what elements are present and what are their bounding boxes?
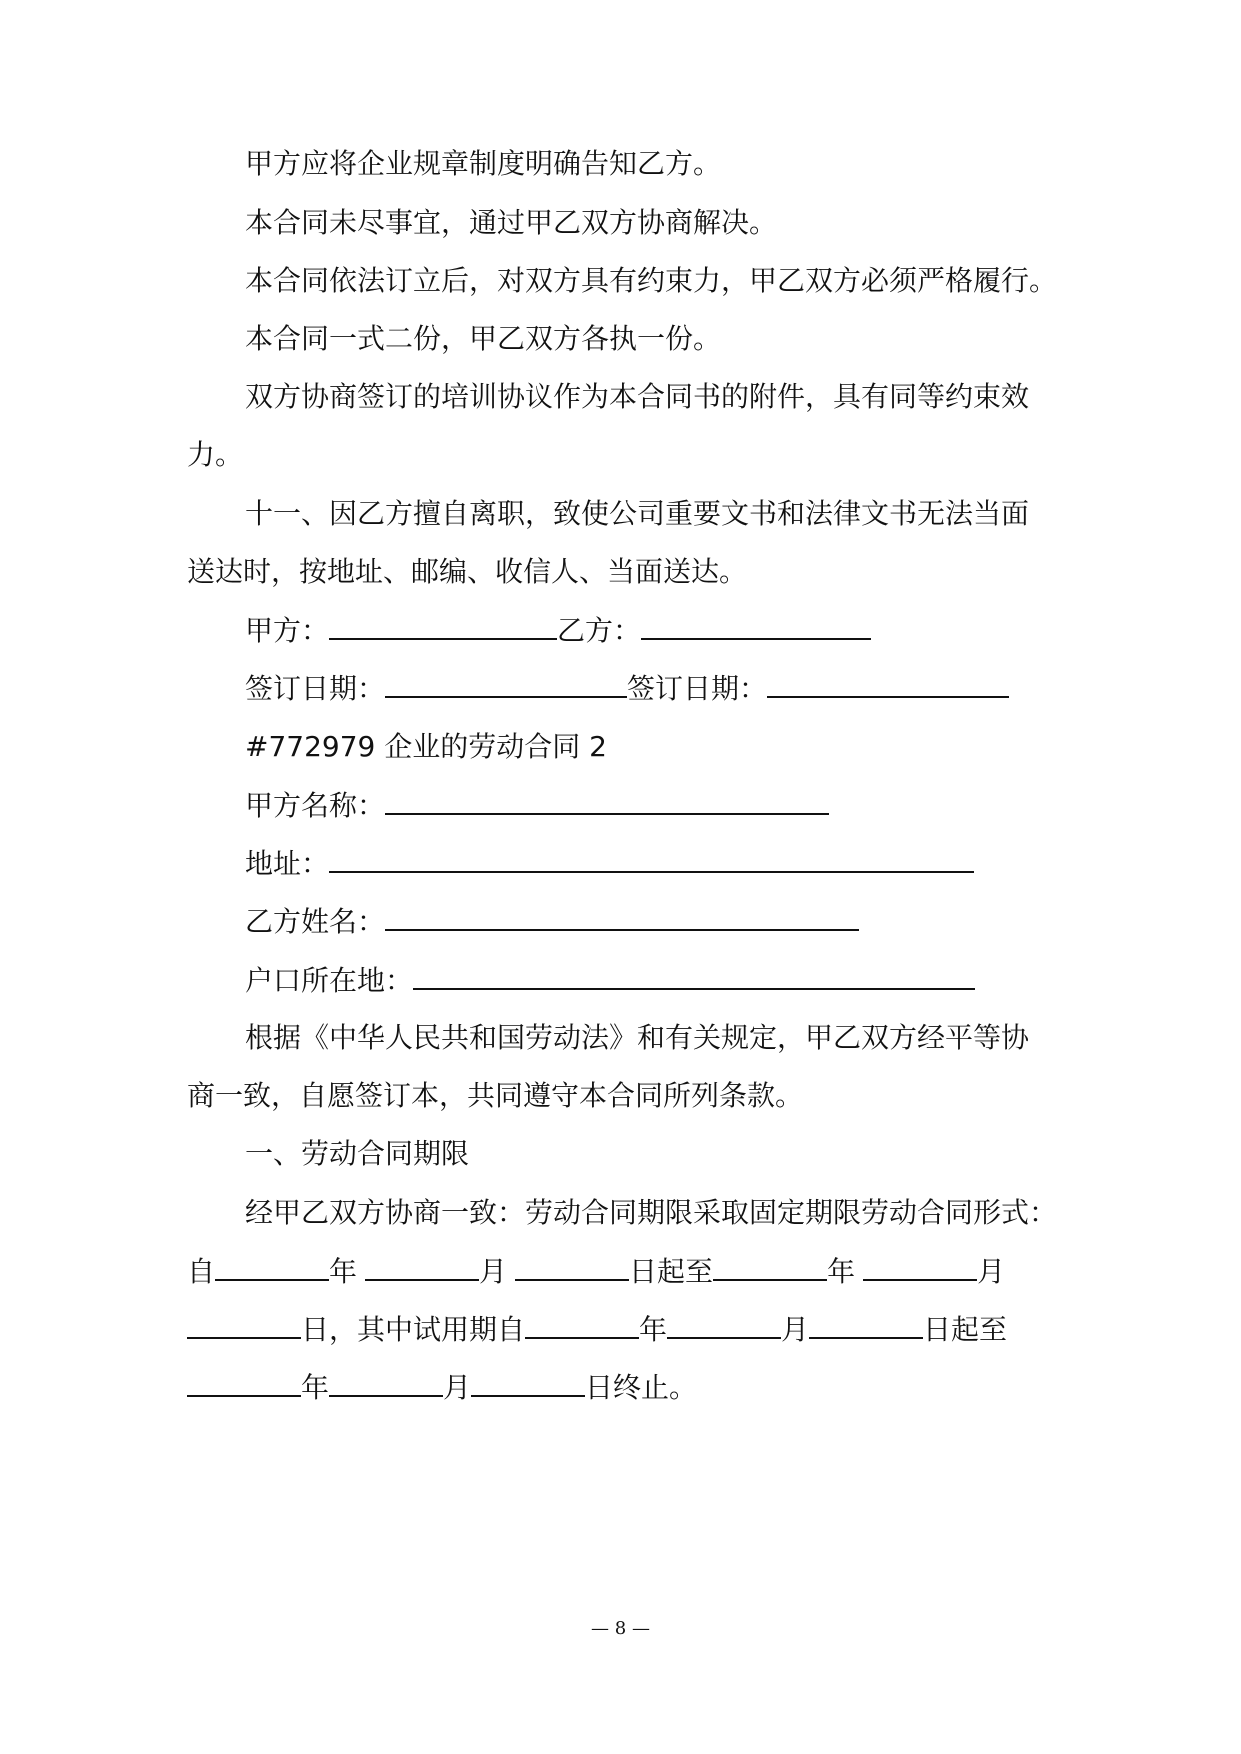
end-day-blank	[187, 1309, 301, 1339]
from-label: 自	[187, 1255, 216, 1288]
trial-period-label: 日，其中试用期自	[301, 1313, 526, 1346]
term-dates-line-2	[187, 1309, 1067, 1350]
year-label: 年	[329, 1255, 358, 1288]
month-label: 月	[479, 1255, 508, 1288]
start-day-blank	[515, 1251, 629, 1281]
year-label: 年	[301, 1371, 330, 1404]
start-year-blank	[215, 1251, 329, 1281]
sign-date-line	[245, 668, 1125, 709]
hukou-line	[245, 960, 1125, 1001]
paragraph-training-agreement: 双方协商签订的培训协议作为本合同书的附件，具有同等约束效	[245, 380, 1030, 413]
trial-start-day-blank	[809, 1309, 923, 1339]
contract-heading: #772979 企业的劳动合同 2	[245, 730, 607, 763]
party-a-label: 甲方：	[245, 614, 330, 647]
term-dates-line-3	[187, 1367, 1067, 1408]
party-a-name-line	[245, 785, 1125, 826]
year-label: 年	[639, 1313, 668, 1346]
trial-end-month-blank	[329, 1367, 443, 1397]
page-number: — 8 —	[591, 1618, 650, 1639]
party-a-blank	[329, 610, 557, 640]
party-a-name-blank	[385, 785, 829, 815]
trial-start-month-blank	[667, 1309, 781, 1339]
party-b-label: 乙方：	[557, 614, 642, 647]
party-b-name-line	[245, 901, 1125, 942]
date-b-blank	[767, 668, 1009, 698]
trial-end-day-blank	[471, 1367, 585, 1397]
address-blank	[329, 843, 974, 873]
start-month-blank	[365, 1251, 479, 1281]
month-label: 月	[781, 1313, 810, 1346]
section-heading-term: 一、劳动合同期限	[245, 1137, 470, 1170]
trial-end-year-blank	[187, 1367, 301, 1397]
paragraph-rules-notice: 甲方应将企业规章制度明确告知乙方。	[245, 147, 722, 180]
day-until-label: 日起至	[629, 1255, 714, 1288]
address-label: 地址：	[245, 847, 330, 880]
month-label: 月	[977, 1255, 1006, 1288]
party-a-name-label: 甲方名称：	[245, 789, 386, 822]
date-a-blank	[385, 668, 627, 698]
paragraph-clause-eleven: 十一、因乙方擅自离职，致使公司重要文书和法律文书无法当面	[245, 497, 1030, 530]
day-end-label: 日终止。	[585, 1371, 698, 1404]
date-b-label: 签订日期：	[627, 672, 768, 705]
year-label: 年	[827, 1255, 856, 1288]
end-month-blank	[863, 1251, 977, 1281]
signature-line	[245, 610, 1125, 651]
paragraph-unresolved-matters: 本合同未尽事宜，通过甲乙双方协商解决。	[245, 206, 778, 239]
party-b-name-label: 乙方姓名：	[245, 905, 386, 938]
day-until-label: 日起至	[923, 1313, 1008, 1346]
paragraph-intro-cont: 商一致，自愿签订本，共同遵守本合同所列条款。	[187, 1079, 804, 1112]
hukou-blank	[413, 960, 975, 990]
date-a-label: 签订日期：	[245, 672, 386, 705]
paragraph-term: 经甲乙双方协商一致：劳动合同期限采取固定期限劳动合同形式：	[245, 1196, 1058, 1229]
paragraph-training-agreement-cont: 力。	[187, 438, 244, 471]
paragraph-intro: 根据《中华人民共和国劳动法》和有关规定，甲乙双方经平等协	[245, 1021, 1030, 1054]
hukou-label: 户口所在地：	[245, 964, 414, 997]
party-b-blank	[641, 610, 871, 640]
month-label: 月	[443, 1371, 472, 1404]
party-b-name-blank	[385, 901, 859, 931]
term-dates-line-1	[187, 1251, 1067, 1292]
paragraph-clause-eleven-cont: 送达时，按地址、邮编、收信人、当面送达。	[187, 555, 748, 588]
address-line	[245, 843, 1125, 884]
paragraph-copies: 本合同一式二份，甲乙双方各执一份。	[245, 322, 722, 355]
trial-start-year-blank	[525, 1309, 639, 1339]
paragraph-binding-force: 本合同依法订立后，对双方具有约束力，甲乙双方必须严格履行。	[245, 264, 1058, 297]
end-year-blank	[713, 1251, 827, 1281]
